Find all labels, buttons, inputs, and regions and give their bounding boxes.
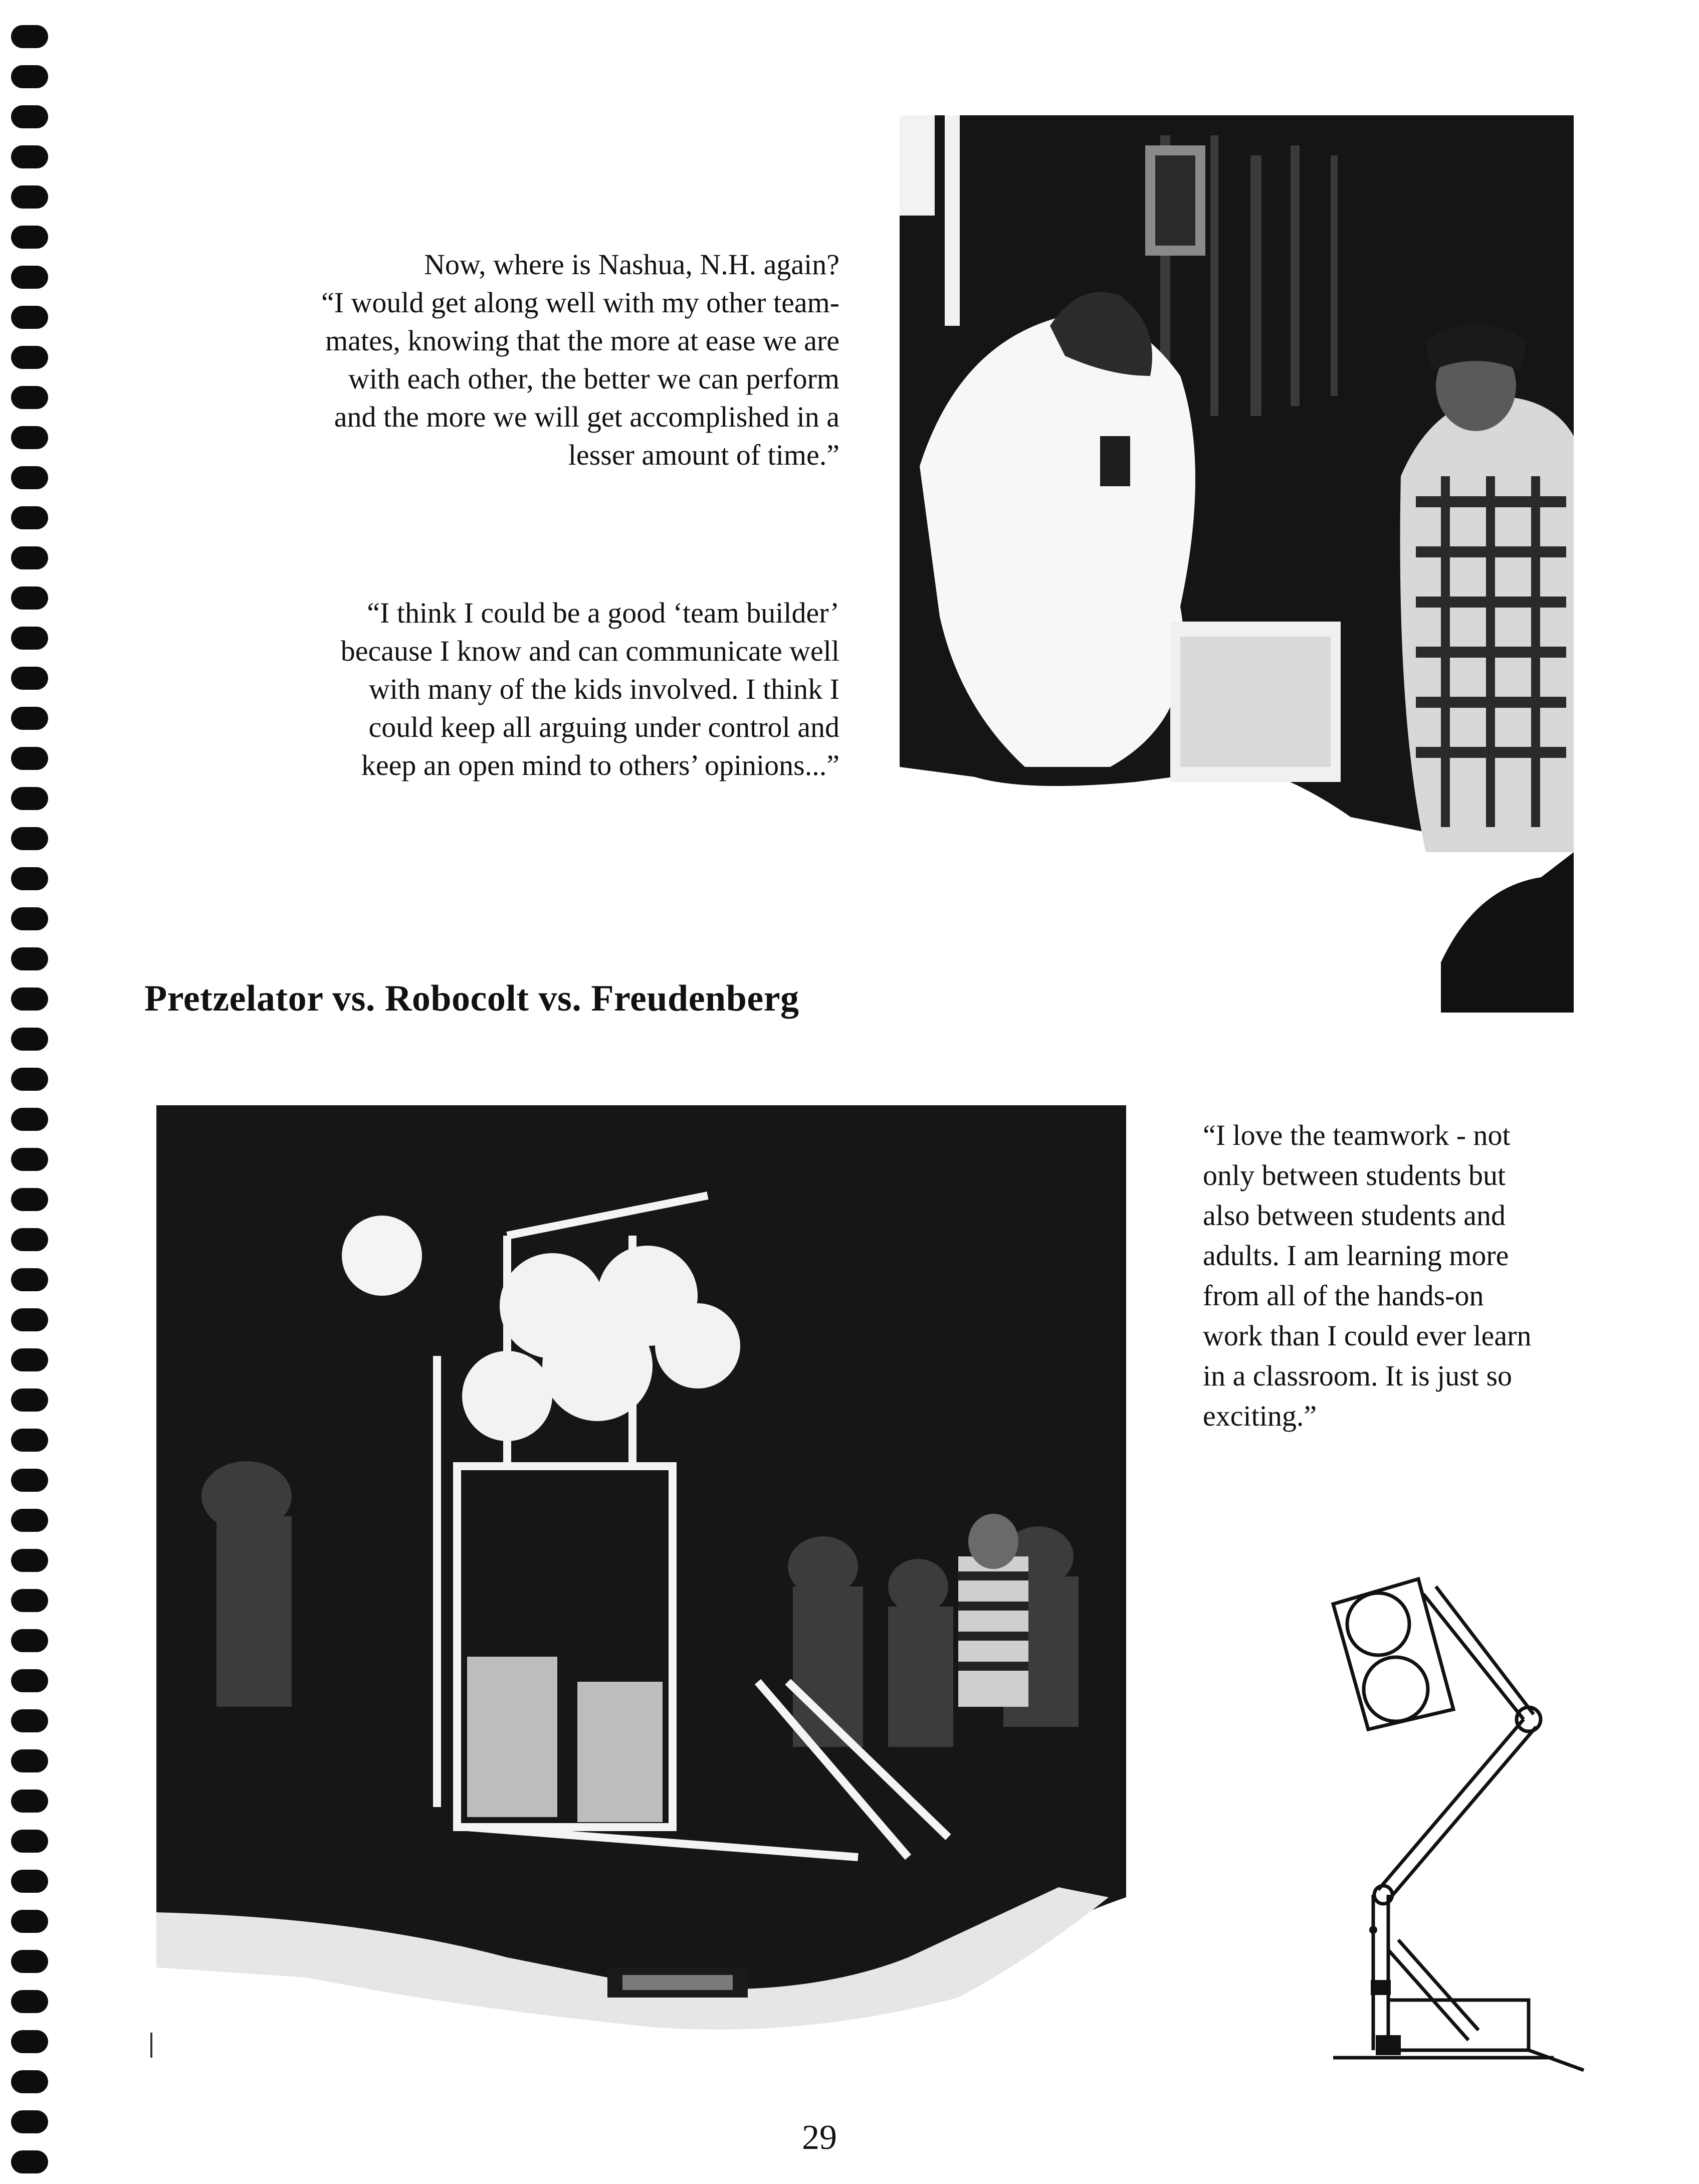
binding-hole [11, 1469, 48, 1492]
binding-hole [11, 1910, 48, 1933]
binding-hole [11, 1790, 48, 1813]
spiral-binding [0, 0, 60, 2184]
binding-hole [11, 266, 48, 289]
binding-hole [11, 907, 48, 930]
binding-hole [11, 546, 48, 569]
quote-top [321, 246, 839, 474]
binding-hole [11, 1308, 48, 1331]
binding-hole [11, 1749, 48, 1772]
quote-line: also between students and [1203, 1199, 1506, 1232]
quote-line: with each other, the better we can perform [348, 362, 839, 395]
binding-hole [11, 2030, 48, 2053]
binding-hole [11, 827, 48, 850]
quote-line: exciting.” [1203, 1400, 1317, 1432]
binding-hole [11, 747, 48, 770]
quote-line: and the more we will get accomplished in a [334, 401, 839, 433]
quote-line: “I think I could be a good ‘team builder’ [367, 597, 839, 629]
binding-hole [11, 25, 48, 48]
binding-hole [11, 667, 48, 690]
binding-hole [11, 1509, 48, 1532]
quote-line: mates, knowing that the more at ease we are [325, 324, 839, 357]
binding-hole [11, 185, 48, 209]
photo-students [900, 115, 1574, 1013]
binding-hole [11, 627, 48, 650]
binding-hole [11, 65, 48, 88]
binding-hole [11, 1950, 48, 1973]
page-number: 29 [802, 2118, 837, 2157]
binding-hole [11, 1709, 48, 1732]
binding-hole [11, 306, 48, 329]
binding-hole [11, 707, 48, 730]
binding-hole [11, 1148, 48, 1171]
binding-hole [11, 2070, 48, 2093]
photo-robot-image [156, 1105, 1126, 2043]
quote-line: from all of the hands-on [1203, 1279, 1484, 1312]
quote-line: “I would get along well with my other team- [321, 286, 839, 319]
binding-hole [11, 466, 48, 489]
quote-line: keep an open mind to others’ opinions...” [361, 749, 839, 781]
quote-line: could keep all arguing under control and [368, 711, 839, 743]
binding-hole [11, 987, 48, 1011]
binding-hole [11, 947, 48, 970]
quote-right [1203, 1115, 1531, 1436]
binding-hole [11, 346, 48, 369]
quote-line: because I know and can communicate well [340, 635, 839, 667]
binding-hole [11, 1388, 48, 1412]
binding-hole [11, 1870, 48, 1893]
photo-robot-competition [156, 1105, 1126, 2043]
binding-hole [11, 1629, 48, 1652]
quote-line: adults. I am learning more [1203, 1239, 1509, 1272]
binding-hole [11, 1028, 48, 1051]
quote-line: Now, where is Nashua, N.H. again? [424, 248, 839, 281]
binding-hole [11, 1268, 48, 1291]
robot-arm-illustration [1323, 1569, 1604, 2085]
binding-hole [11, 105, 48, 128]
quote-line: only between students but [1203, 1159, 1506, 1192]
binding-hole [11, 1429, 48, 1452]
binding-hole [11, 426, 48, 449]
binding-hole [11, 2150, 48, 2173]
binding-hole [11, 1549, 48, 1572]
quote-line: work than I could ever learn [1203, 1319, 1532, 1352]
section-heading: Pretzelator vs. Robocolt vs. Freudenberg [144, 978, 799, 1019]
binding-hole [11, 145, 48, 168]
binding-hole [11, 1589, 48, 1612]
binding-hole [11, 1990, 48, 2013]
robot-arm-drawing [1323, 1569, 1604, 2085]
quote-line: in a classroom. It is just so [1203, 1359, 1513, 1392]
quote-line: with many of the kids involved. I think I [368, 673, 839, 705]
binding-hole [11, 787, 48, 810]
quote-line: “I love the teamwork - not [1203, 1119, 1511, 1151]
binding-hole [11, 2110, 48, 2133]
quote-line: lesser amount of time.” [568, 439, 839, 471]
binding-hole [11, 386, 48, 409]
binding-hole [11, 1108, 48, 1131]
binding-hole [11, 867, 48, 890]
binding-hole [11, 1830, 48, 1853]
photo-students-image [900, 115, 1574, 1013]
binding-hole [11, 506, 48, 529]
binding-hole [11, 1068, 48, 1091]
binding-hole [11, 1188, 48, 1211]
quote-middle [341, 594, 839, 784]
binding-hole [11, 1348, 48, 1371]
binding-hole [11, 226, 48, 249]
binding-hole [11, 1669, 48, 1692]
margin-mark [150, 2033, 152, 2058]
binding-hole [11, 586, 48, 610]
binding-hole [11, 1228, 48, 1251]
